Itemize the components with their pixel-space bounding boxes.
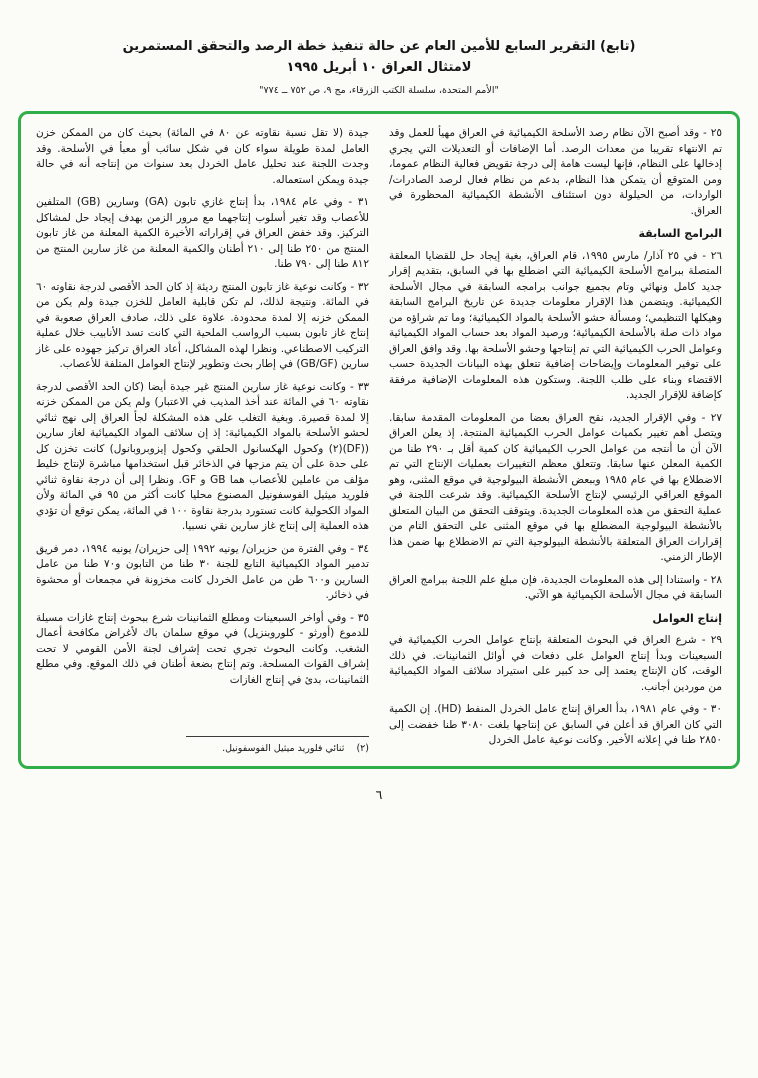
paragraph: ٣٤ - وفي الفترة من حزيران/ يونيه ١٩٩٢ إلى حزيران/ يونيه ١٩٩٤، دمر فريق تدمير المواد الكيميائية التابع للجنة ٣٠ طنا من التابون و٧٠ طنا من عامل السارين و٦٠٠ طن من عامل الخردل كانت مخزونة في مجمعات أو محشوة في ذخائر. (36, 542, 370, 601)
paragraph: ٣٠ - وفي عام ١٩٨١، بدأ العراق إنتاج عامل الخردل المنفط (HD). إن الكمية التي كان العراق قد أعلن في السابق عن إنتاجها بلغت ٣٠٨٠ طنا خفضت إلى ٢٨٥٠ طنا في إعلانه الأخير. وكانت نوعية عامل الخردل (389, 703, 722, 746)
section-heading: إنتاج العوامل (652, 611, 722, 625)
right-column-text (389, 126, 722, 749)
document-header (0, 36, 758, 96)
footnote-text: ثنائي فلوريد ميثيل الفوسفونيل. (222, 742, 345, 754)
paragraph: ٢٦ - في ٢٥ آذار/ مارس ١٩٩٥، قام العراق، بغية إيجاد حل للقضايا المعلقة المتصلة ببرامج الأسلحة الكيميائية التي اضطلع بها في السابق، بتقديم إقرار جديد كامل ونهائي وتام بجميع جوانب برامجه السابقة في مجال الأسلحة الكيميائية. ويتضمن هذا الإقرار معلومات جديدة عن تاريخ البرامج السابقة وهيكلها التنظيمي؛ ومسألة حشو الأسلحة بالمواد الكيميائية؛ وما تم شراؤه من مواد ذات صلة بالأسلحة الكيميائية؛ ورصيد المواد بعد حساب المواد الكيميائية وعوامل الحرب الكيميائية التي تم إنتاجها وحشو الأسلحة بها. وقد وافق العراق على توفير المعلومات وإيضاحات إضافية تتعلق بهذه البيانات الجديدة حسب الاقتضاء وبناء على طلب اللجنة. وستكون هذه المعلومات الإضافية مرفقة كإضافة للإقرار الجديد. (389, 249, 723, 401)
footnote (36, 728, 369, 756)
footnote-row (36, 742, 369, 756)
source-citation: "الأمم المتحدة، سلسلة الكتب الزرقاء، مج ٩، ص ٧٥٢ ــ ٧٧٤" (259, 85, 499, 96)
footnote-marker: (٢) (356, 742, 369, 754)
two-column-layout (36, 126, 722, 756)
section-heading: البرامج السابقة (638, 227, 722, 240)
paragraph: ٢٧ - وفي الإقرار الجديد، نقح العراق بعضا من المعلومات المقدمة سابقا. ويتصل أهم تغيير بكميات عوامل الحرب الكيميائية المنتجة. إذ يعلن العراق الآن أن ما أنتجه من عوامل الحرب الكيميائية كان كمية أقل بـ ٢٩٠ طنا من الكمية المعلن عنها سابقا. وتتعلق معظم التغييرات بعمليات الإنتاج التي تم الاضطلاع بها في عام ١٩٨٥ وببعض الأنشطة البيولوجية في موقع المثنى، وهو الموقع العراقي الرئيسي لإنتاج الأسلحة الكيميائية. وقد شرعت اللجنة في عملية التحقق من هذه المعلومات الجديدة. ويتوقف التحقق من البيان المتعلق بالأنشطة البيولوجية المضطلع بها في موقع المثنى على التحقق التام من إقرارات العراق المتعلقة بالأنشطة البيولوجية التي تم الاضطلاع بها ضمن هذا الإطار الزمني. (389, 411, 722, 563)
report-title-line1: (تابع) التقرير السابع للأمين العام عن حالة تنفيذ خطة الرصد والتحقق المستمرين (122, 39, 636, 54)
paragraph: ٣٣ - وكانت نوعية غاز سارين المنتج غير جيدة أيضا (كان الحد الأقصى لدرجة نقاوته ٦٠ في المائة عند أخذ المذيب في الاعتبار) ولم يكن من الممكن خزنه إلا لمدة قصيرة. وبغية التغلب على هذه المشكلة لجأ العراق إلى نهج ثنائي لحشو الأسلحة بالمواد الكيميائية: إذ إن سلائف المواد الكيميائية لغاز سارين ((DF)(٢) وكحول الهكسانول الحلقي وكحول إيزوبروبانول) كانت تخزن كل على حدة على أن يتم مزجها في الذخائر قبل استخدامها مباشرة لإنتاج خليط مؤلف من عاملين للأعصاب هما GB و GF. ونظرا إلى أن درجة نقاوة ثنائي فلوريد ميثيل الفوسفونيل المصنوع محليا كانت أكثر من ٩٥ في المائة ولأن المواد الكحولية كانت تستورد بدرجة نقاوة ١٠٠ في المائة، يمكن توقع أن تؤدي هذه العملية إلى إنتاج غاز سارين نقي نسبيا. (36, 380, 369, 532)
page-number: ٦ (375, 786, 383, 802)
left-column (36, 126, 369, 756)
paragraph: ٢٨ - واستنادا إلى هذه المعلومات الجديدة، فإن مبلغ علم اللجنة ببرامج العراق السابقة في مجال الأسلحة الكيميائية هو الآتي. (389, 573, 722, 601)
content-border-box (18, 111, 740, 769)
left-column-text (36, 126, 369, 695)
right-column (389, 126, 722, 756)
paragraph: ٣٥ - وفي أواخر السبعينات ومطلع الثمانينات شرع ببحوث إنتاج غازات مسيلة للدموع (أورثو - كلوروبنزيل) في موقع سلمان باك لأغراض مكافحة أعمال الشغب. وكانت البحوث تجري تحت إشراف لجنة الأمن القومي لا تحت إشراف القوات المسلحة. وتم إنتاج بضعة أطنان في ذلك الموقع. وفي مطلع الثمانينات، بدئ في إنتاج الغازات (36, 611, 369, 686)
footnote-separator (186, 736, 369, 737)
paragraph: ٣١ - وفي عام ١٩٨٤، بدأ إنتاج غازي تابون (GA) وسارين (GB) المتلفين للأعصاب وقد تغير أسلوب إنتاجهما مع مرور الزمن بهدف إيجاد حل لمشاكل التركيز. وقد خفض العراق في إقراراته الأخيرة الكمية المعلنة من غاز تابون المنتج من ٢٥٠ طنا إلى ٢١٠ أطنان والكمية المعلنة من غاز سارين المنتج من ٨١٢ طنا إلى ٧٩٠ طنا. (36, 196, 369, 270)
paragraph: ٢٥ - وقد أصبح الآن نظام رصد الأسلحة الكيميائية في العراق مهيأ للعمل وقد تم الانتهاء تقريبا من معدات الرصد. أما الإضافات أو التعديلات التي يجري إدخالها على النظام، فإنها ليست هامة إلى درجة تقويض فعالية النظام عموما، ومن المتوقع أن يتمكن هذا النظام، بدعم من نظام فعال لرصد الصادرات/الواردات، من الحيلولة دون استئناف الأنشطة الكيميائية المحظورة في العراق. (389, 127, 722, 217)
report-title-line2: لامتثال العراق ١٠ أبريل ١٩٩٥ (286, 60, 472, 75)
paragraph: جيدة (لا تقل نسبة نقاوته عن ٨٠ في المائة) بحيث كان من الممكن خزن العامل لمدة طويلة سواء كان في شكل سائب أو معبأ في الأسلحة. وقد وجدت اللجنة عند تحليل عامل الخردل بعد سنوات من إنتاجه أنه في حالة جيدة ويمكن استعماله. (36, 127, 369, 186)
paragraph: ٣٢ - وكانت نوعية غاز تابون المنتج رديئة إذ كان الحد الأقصى لدرجة نقاوته ٦٠ في المائة. ونتيجة لذلك، لم تكن قابلية العامل للخزن جيدة ولم يكن من الممكن خزنه إلا لمدة محدودة. علاوة على ذلك، صادف العراق صعوبة في إنتاج غاز تابون بسبب الرواسب الملحية التي كانت تسد الأنابيب خلال عملية التركيب الاصطناعي. ونظرا لهذه المشاكل، أعاد العراق تركيز جهوده على غاز سارين (GB/GF) في إطار بحث وتطوير لإنتاج العوامل المتلفة للأعصاب. (36, 280, 369, 370)
paragraph: ٢٩ - شرع العراق في البحوث المتعلقة بإنتاج عوامل الحرب الكيميائية في السبعينات وبدأ إنتاج العوامل على دفعات في أوائل الثمانينات. في ذلك الوقت، كان الإنتاج يعتمد إلى حد كبير على استيراد سلائف المواد الكيميائية من موردين أجانب. (389, 634, 722, 693)
